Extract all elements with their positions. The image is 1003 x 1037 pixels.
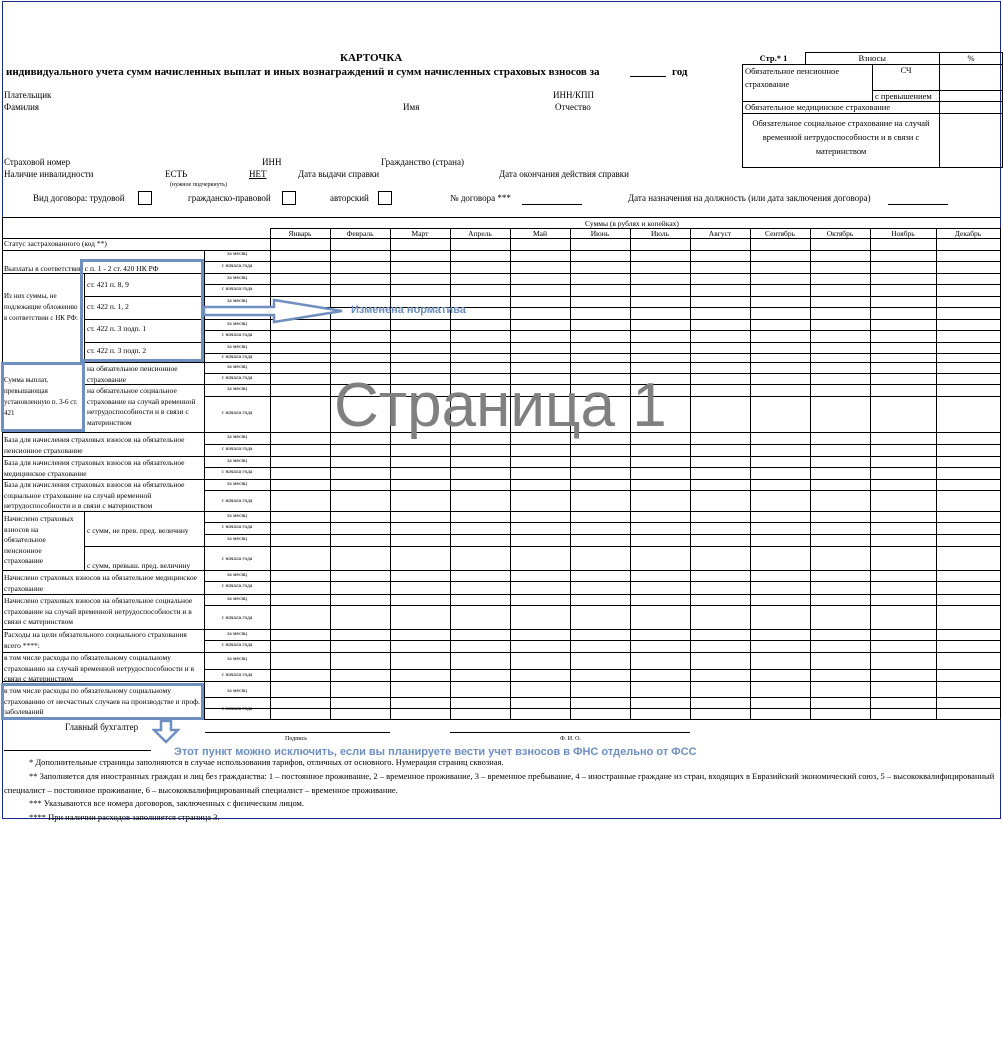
period-month-label: за месяц: [227, 513, 247, 519]
expenses-total-label: Расходы на цели обязательного социального страхования всего ****:: [4, 630, 187, 650]
arrow-down-icon: [152, 720, 180, 744]
art422b-label: ст. 422 п. 3 подп. 1: [87, 324, 147, 333]
footnote-4: **** При наличии расходов заполняется страница 3.: [29, 812, 220, 822]
accrued-pension-label: Начислено страховых взносов на обязательное пенсионное страхование: [4, 514, 74, 565]
art422c-label: ст. 422 п. 3 подп. 2: [87, 346, 147, 355]
period-year-label: с начала года: [221, 410, 253, 416]
changed-norms-box: [80, 259, 204, 362]
period-month-label: за месяц: [227, 344, 247, 350]
month-header-3: Март: [411, 229, 429, 238]
excess-percent[interactable]: [940, 91, 1003, 102]
payer-label: Плательщик: [4, 90, 52, 100]
arrow-right-icon: [204, 298, 349, 326]
excess-social-label: на обязательное социальное страхование на случай временной нетрудоспособности и в связи с материнством: [87, 386, 196, 427]
status-label: Статус застрахованного (код **): [4, 239, 107, 248]
period-year-label: с начала года: [221, 375, 253, 381]
period-year-label: с начала года: [221, 286, 253, 292]
period-month-label: за месяц: [227, 536, 247, 542]
disability-yes[interactable]: ЕСТЬ: [165, 169, 188, 179]
period-month-label: за месяц: [227, 458, 247, 464]
grid-hline: [84, 546, 204, 547]
contract-no-field[interactable]: [522, 204, 582, 205]
grid-hline: [204, 594, 1000, 595]
grid-vline: [936, 228, 937, 719]
top-right-table: [742, 52, 1003, 168]
grid-hline: [204, 629, 1000, 630]
disability-label: Наличие инвалидности: [4, 169, 94, 179]
contributions-header: Взносы: [805, 53, 940, 65]
grid-hline: [204, 490, 1000, 491]
sch-label: СЧ: [873, 65, 940, 91]
accident-expenses-box: [1, 683, 204, 720]
sums-header: Суммы (в рублях и копейках): [585, 219, 679, 228]
period-month-label: за месяц: [227, 688, 247, 694]
fio-caption: Ф. И. О.: [560, 736, 581, 742]
percent-header: %: [940, 53, 1003, 65]
period-year-label: с начала года: [221, 354, 253, 360]
patronymic-label: Отчество: [555, 102, 591, 112]
appointment-date-label: Дата назначения на должность (или дата заключения договора): [628, 193, 871, 203]
footnote-3: *** Указываются все номера договоров, заключенных с физическим лицом.: [29, 798, 305, 808]
grid-vline: [870, 228, 871, 719]
grid-hline: [204, 652, 1000, 653]
period-month-label: за месяц: [227, 596, 247, 602]
labor-contract-checkbox[interactable]: [138, 191, 152, 205]
grid-vline: [690, 228, 691, 719]
grid-vline: [510, 228, 511, 719]
underline-hint: (нужное подчеркнуть): [170, 182, 227, 188]
period-year-label: с начала года: [221, 469, 253, 475]
grid-hline: [2, 432, 204, 433]
grid-vline: [1000, 228, 1001, 719]
grid-hline: [204, 444, 1000, 445]
grid-vline: [2, 217, 3, 719]
grid-hline: [204, 261, 1000, 262]
grid-hline: [204, 581, 1000, 582]
changed-norms-note: Изменена норматива: [351, 304, 466, 316]
period-month-label: за месяц: [227, 572, 247, 578]
grid-hline: [204, 330, 1000, 331]
base-pension-label: База для начисления страховых взносов на обязательное пенсионное страхование: [4, 435, 185, 455]
period-year-label: с начала года: [221, 706, 253, 712]
contract-type-label: Вид договора: трудовой: [33, 193, 125, 203]
name-label: Имя: [403, 102, 420, 112]
card-title: КАРТОЧКА: [340, 52, 403, 64]
month-header-7: Июль: [651, 229, 669, 238]
period-month-label: за месяц: [227, 386, 247, 392]
chief-accountant-label: Главный бухгалтер: [65, 722, 139, 732]
grid-hline: [204, 546, 1000, 547]
base-medical-label: База для начисления страховых взносов на обязательное медицинское страхование: [4, 458, 185, 478]
month-header-9: Сентябрь: [764, 229, 796, 238]
grid-vline: [810, 228, 811, 719]
inn-kpp-label: ИНН/КПП: [553, 90, 595, 100]
grid-hline: [204, 522, 1000, 523]
period-year-label: с начала года: [221, 615, 253, 621]
period-year-label: с начала года: [221, 672, 253, 678]
grid-hline: [204, 669, 1000, 670]
grid-vline: [390, 228, 391, 719]
grid-hline: [204, 342, 1000, 343]
page-number: Стр.* 1: [759, 52, 788, 63]
cert-issue-label: Дата выдачи справки: [298, 169, 380, 179]
grid-vline: [630, 228, 631, 719]
period-month-label: за месяц: [227, 631, 247, 637]
period-month-label: за месяц: [227, 298, 247, 304]
grid-hline: [204, 353, 1000, 354]
medical-label: Обязательное медицинское страхование: [743, 102, 940, 114]
grid-hline: [204, 296, 1000, 297]
grid-hline: [2, 456, 204, 457]
citizenship-label: Гражданство (страна): [381, 157, 464, 167]
month-header-8: Август: [708, 229, 732, 238]
period-month-label: за месяц: [227, 275, 247, 281]
grid-vline: [450, 228, 451, 719]
grid-hline: [204, 250, 1000, 251]
grid-hline: [204, 511, 1000, 512]
signature-caption: Подпись: [285, 736, 308, 742]
month-header-5: Май: [532, 229, 547, 238]
period-year-label: с начала года: [221, 583, 253, 589]
excess-sum-label: Сумма выплат, превышающая установленную п. 3-6 ст. 421: [4, 376, 78, 417]
grid-hline: [204, 570, 1000, 571]
grid-hline: [204, 284, 1000, 285]
period-month-label: за месяц: [227, 434, 247, 440]
grid-vline: [750, 228, 751, 719]
period-year-label: с начала года: [221, 524, 253, 530]
period-year-label: с начала года: [221, 498, 253, 504]
under-limit-label: с сумм, не прев. пред. величину: [87, 526, 189, 535]
month-header-2: Февраль: [346, 229, 374, 238]
month-header-10: Октябрь: [826, 229, 854, 238]
payments-label: Выплаты в соответствии с п. 1 - 2 ст. 420 НК РФ: [4, 264, 159, 273]
grid-hline: [2, 217, 1000, 218]
period-year-label: с начала года: [221, 446, 253, 452]
month-header-12: Декабрь: [954, 229, 982, 238]
grid-hline: [204, 681, 1000, 682]
expenses-accident-label: в том числе расходы по обязательному социальному страхованию от несчастных случаев на производстве и проф. заболеваний: [4, 686, 200, 716]
excess-label: с превышением: [873, 91, 940, 102]
period-year-label: с начала года: [221, 332, 253, 338]
footnote-separator: [4, 750, 151, 751]
period-year-label: с начала года: [221, 556, 253, 562]
accrued-medical-label: Начислено страховых взносов на обязательное медицинское страхование: [4, 573, 197, 593]
grid-hline: [204, 697, 1000, 698]
year-label: год: [672, 66, 688, 78]
grid-hline: [204, 708, 1000, 709]
expenses-sick-label: в том числе расходы по обязательному социальному страхованию на случай временной нетрудоспособности и в связи с материнством: [4, 653, 195, 683]
grid-hline: [204, 362, 1000, 363]
grid-vline: [570, 228, 571, 719]
month-header-6: Июнь: [590, 229, 610, 238]
grid-hline: [204, 479, 1000, 480]
period-month-label: за месяц: [227, 656, 247, 662]
period-year-label: с начала года: [221, 263, 253, 269]
author-contract-checkbox[interactable]: [378, 191, 392, 205]
year-blank[interactable]: [630, 76, 666, 77]
civil-contract-checkbox[interactable]: [282, 191, 296, 205]
period-month-label: за месяц: [227, 251, 247, 257]
grid-hline: [2, 594, 204, 595]
grid-hline: [204, 640, 1000, 641]
insurance-number-label: Страховой номер: [4, 157, 71, 167]
fss-note: Этот пункт можно исключить, если вы планируете вести учет взносов в ФНС отдельно от ФСС: [174, 746, 697, 758]
author-contract-label: авторский: [330, 193, 369, 203]
grid-hline: [204, 605, 1000, 606]
art421-label: ст. 421 п. 8, 9: [87, 280, 129, 289]
inn-label: ИНН: [262, 157, 282, 167]
fio-field[interactable]: [450, 732, 690, 733]
footnote-1: * Дополнительные страницы заполняются в случае использования тарифов, отличных от основного. Нумерация страниц сквозная.: [29, 757, 504, 767]
over-limit-label: с сумм, превыш. пред. величину: [87, 561, 191, 570]
card-subtitle: индивидуального учета сумм начисленных выплат и иных вознаграждений и сумм начисленных страховых взносов за: [6, 66, 600, 78]
cert-end-label: Дата окончания действия справки: [499, 169, 629, 179]
art422a-label: ст. 422 п. 1, 2: [87, 302, 129, 311]
period-year-label: с начала года: [221, 642, 253, 648]
appointment-date-field[interactable]: [888, 204, 948, 205]
contract-no-label: № договора ***: [450, 193, 511, 203]
accrued-social-label: Начислено страховых взносов на обязательное социальное страхование на случай временной нетрудоспособности и в связи с материнством: [4, 596, 193, 626]
civil-contract-label: гражданско-правовой: [188, 193, 271, 203]
footnote-2: ** Заполняется для иностранных граждан и лиц без гражданства: 1 – постоянное проживание, 2 – временное проживание, 3 – временное пребывание, 4 – иностранные граждане из стран, входящих в Евразийский экономический союз, 5 – высококвалифицированный специалист – постоянное проживание, 6 – высококвалифицированный специалист – временное проживание.: [4, 771, 995, 795]
grid-hline: [204, 456, 1000, 457]
grid-vline: [84, 511, 85, 570]
period-month-label: за месяц: [227, 321, 247, 327]
social-percent[interactable]: [940, 114, 1003, 168]
social-label: Обязательное социальное страхование на случай временной нетрудоспособности и в связи с материнством: [743, 114, 940, 168]
month-header-1: Январь: [288, 229, 312, 238]
grid-hline: [204, 467, 1000, 468]
period-month-label: за месяц: [227, 364, 247, 370]
disability-no[interactable]: НЕТ: [249, 169, 267, 179]
grid-hline: [204, 534, 1000, 535]
medical-percent[interactable]: [940, 102, 1003, 114]
grid-hline: [2, 250, 204, 251]
grid-hline: [204, 273, 1000, 274]
surname-label: Фамилия: [4, 102, 40, 112]
period-month-label: за месяц: [227, 481, 247, 487]
pension-label: Обязательное пенсионное страхование: [743, 65, 873, 102]
excess-pension-label: на обязательное пенсионное страхование: [87, 364, 178, 384]
month-header-4: Апрель: [468, 229, 492, 238]
page-watermark: Страница 1: [334, 371, 667, 440]
pension-percent[interactable]: [940, 65, 1003, 91]
grid-hline: [204, 719, 1000, 720]
base-social-label: База для начисления страховых взносов на обязательное социальное страхование на случай временной нетрудоспособности и в связи с материнством: [4, 480, 185, 510]
excess-sum-box: [1, 362, 85, 432]
month-header-11: Ноябрь: [891, 229, 915, 238]
exempt-label: Из них суммы, не подлежащие обложению в соответствии с НК РФ:: [4, 292, 78, 322]
signature-field[interactable]: [205, 732, 390, 733]
